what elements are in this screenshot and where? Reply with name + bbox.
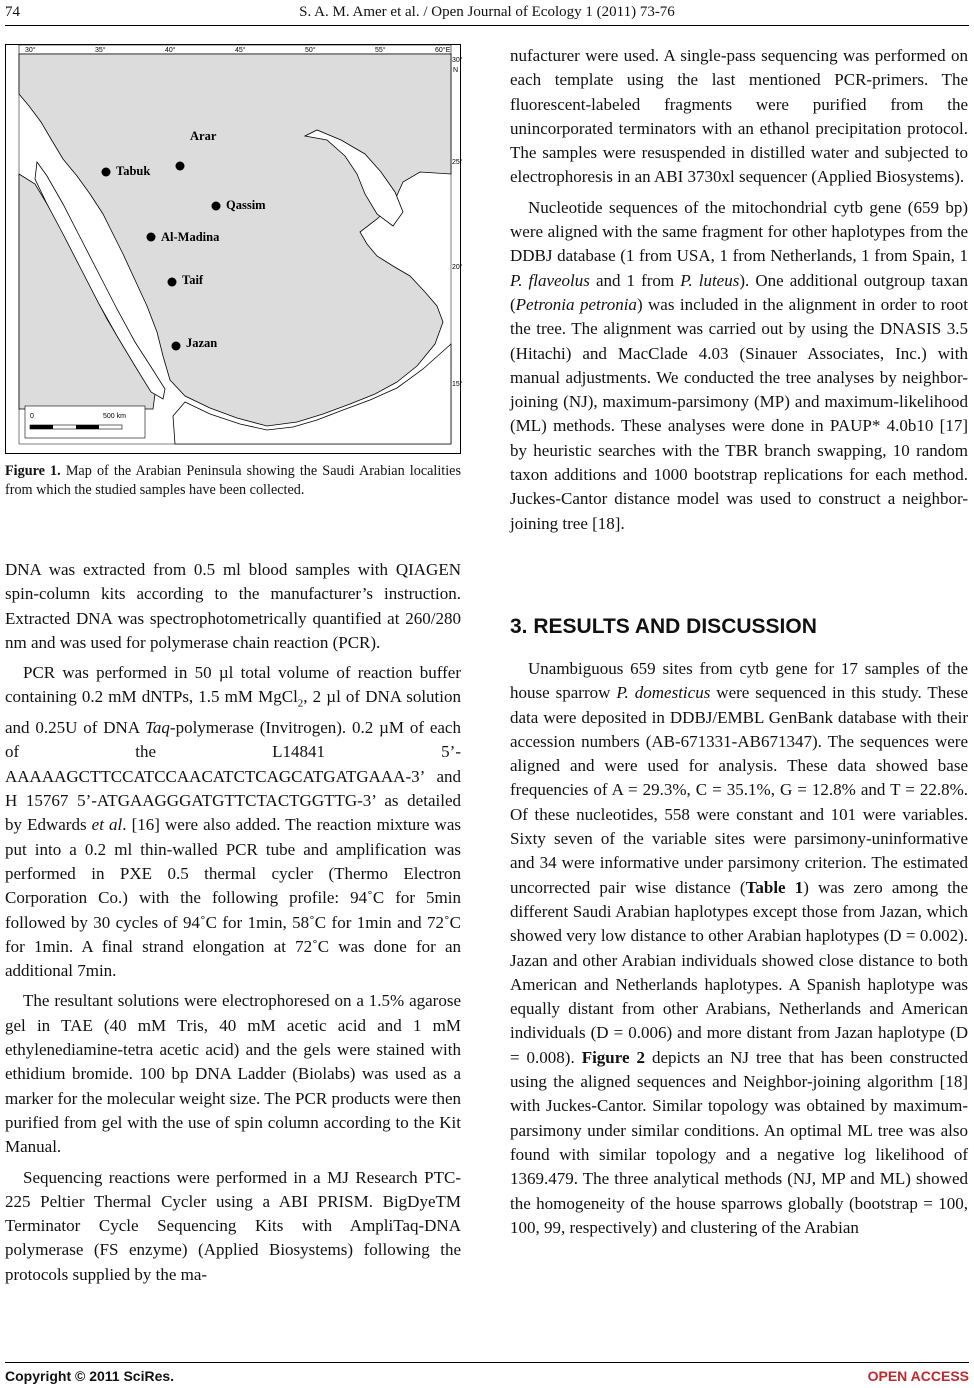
city-label-jazan: Jazan	[186, 336, 218, 350]
paragraph-sequencing-cont: nufacturer were used. A single-pass sequencing was performed on each template using the last mentioned PCR-primers. The fluorescent-labeled fragments were purified from the unincorporated terminators with an ethanol precipitation protocol. The samples were resuspended in distilled water and subjected to electrophoresis in an ABI 3730xl sequencer (Applied Biosystems).	[510, 46, 968, 187]
scale-bar-box	[25, 406, 145, 438]
copyright-notice: Copyright © 2011 SciRes.	[5, 1368, 175, 1384]
lon-label-40: 40°	[165, 47, 176, 54]
scale-label-500km: 500 km	[103, 413, 126, 420]
city-label-tabuk: Tabuk	[116, 164, 151, 178]
running-title: S. A. M. Amer et al. / Open Journal of Ecology 1 (2011) 73-76	[299, 4, 675, 20]
city-marker-arar	[176, 162, 185, 171]
lat-label-15: 15°	[452, 381, 463, 388]
figure-1-caption-label: Figure 1.	[5, 463, 61, 479]
header-rule	[5, 25, 969, 26]
paragraph-electrophoresis: The resultant solutions were electrophoresed on a 1.5% agarose gel in TAE (40 mM Tris, 40 mM acetic acid and 1 mM ethylenediamine-tetra acetic acid) and the gels were stained with ethidium bromide. 100 bp DNA Ladder (Biolabs) was used as a marker for the molecular weight size. The PCR products were then purified from gel with the use of spin column according to the Kit Manual.	[5, 991, 461, 1157]
page-number: 74	[5, 4, 20, 20]
open-access-label: OPEN ACCESS	[867, 1368, 969, 1384]
paragraph-sequencing: Sequencing reactions were performed in a MJ Research PTC-225 Peltier Thermal Cycler using a ABI PRISM. BigDyeTM Terminator Cycle Sequencing Kits with AmpliTaq-DNA polymerase (FS enzyme) (Applied Biosystems) following the protocols supplied by the ma-	[5, 1167, 461, 1284]
scale-label-0: 0	[30, 413, 34, 420]
city-label-taif: Taif	[182, 273, 204, 287]
paragraph-alignment: Nucleotide sequences of the mitochondrial cytb gene (659 bp) were aligned with the same fragment for other haplotypes from the DDBJ database (1 from USA, 1 from Netherlands, 1 from Spain, 1 P. flaveolus and 1 from P. luteus). One additional outgroup taxan (Petronia petronia) was included in the alignment in order to root the tree. The alignment was carried out by using the DNASIS 3.5 (Hitachi) and MacClade 4.03 (Sinauer Associates, Inc.) with manual adjustments. We conducted the tree analyses by neighbor-joining (NJ), maximum-parsimony (MP) and maximum-likelihood (ML) methods. These analyses were done in PAUP* 4.0b10 [17] by heuristic searches with the TBR branch swapping, 10 random taxon additions and 1000 bootstrap replications for each method. Juckes-Cantor distance model was used to construct a neighbor-joining tree [18].	[510, 197, 969, 533]
city-marker-tabuk	[102, 168, 111, 177]
right-column-results-text	[510, 657, 968, 1240]
footer-rule	[5, 1362, 969, 1363]
lon-label-30: 30°	[25, 47, 36, 54]
city-label-arar: Arar	[190, 129, 217, 143]
figure-1-map	[5, 44, 461, 454]
paragraph-pcr: PCR was performed in 50 µl total volume of reaction buffer containing 0.2 mM dNTPs, 1.5 mM MgCl$_2$, 2 µl of DNA solution and 0.25U of DNA Taq-polymerase (Invitrogen). 0.2 µM of each of the L14841 5’-AAAAAGCTTCCATCCAACATCTCAGCATGATGAAA-3’ and H 15767 5’-ATGAAGGGATGTTCTACTGGTTG-3’ as detailed by Edwards et al. [16] were also added. The reaction mixture was put into a 0.2 ml thin-walled PCR tube and amplification was performed in PXE 0.5 thermal cycler (Thermo Electron Corporation Co.) with the following profile: 94˚C for 5min followed by 30 cycles of 94˚C for 1min, 58˚C for 1min and 72˚C for 1min. A final strand elongation at 72˚C was done for an additional 7min.	[5, 663, 461, 981]
right-column-top-text	[510, 44, 968, 536]
lon-label-50: 50°	[305, 47, 316, 54]
lon-label-55: 55°	[375, 47, 386, 54]
section-heading-results: 3. RESULTS AND DISCUSSION	[510, 615, 817, 638]
lat-label-30: 30°	[452, 57, 463, 64]
north-label: N	[453, 67, 459, 74]
city-label-al-madina: Al-Madina	[161, 230, 220, 244]
city-marker-taif	[168, 278, 177, 287]
lat-label-20: 20°	[452, 264, 463, 271]
city-marker-al-madina	[147, 233, 156, 242]
city-marker-jazan	[172, 342, 181, 351]
paragraph-results: Unambiguous 659 sites from cytb gene for 17 samples of the house sparrow P. domesticus were sequenced in this study. These data were deposited in DDBJ/EMBL GenBank database with their accession numbers (AB-671331-AB671347). The sequences were aligned and were used for analysis. These data showed base frequencies of A = 29.3%, C = 35.1%, G = 12.8% and T = 22.8%. Of these nucleotides, 558 were constant and 101 were variables. Sixty seven of the variable sites were parsimony-uninformative and 34 were informative under parsimony criterion. The estimated uncorrected pair wise distance (Table 1) was zero among the different Saudi Arabian haplotypes except those from Jazan, which showed very low distance to other Arabian haplotypes (D = 0.002). Jazan and other Arabian individuals showed close distance to both American and Netherlands haplotypes. A Spanish haplotype was equally distant from other Arabians, Netherlands and American individuals (D = 0.006) and more distant from Jazan haplotype (D = 0.008). Figure 2 depicts an NJ tree that has been constructed using the aligned sequences and Neighbor-joining algorithm [18] with Juckes-Cantor. Similar topology was obtained by maximum-parsimony under similar conditions. An optimal ML tree was also found with similar topology and a negative log likelihood of 1369.479. The three analytical methods (NJ, MP and ML) showed the homogeneity of the house sparrows globally (bootstrap = 100, 100, 99, respectively) and clustering of the Arabian	[510, 659, 968, 1237]
lat-label-25: 25°	[452, 159, 463, 166]
figure-1-caption-text: Map of the Arabian Peninsula showing the Saudi Arabian localities from which the studied samples have been collected.	[5, 463, 461, 498]
paragraph-dna-extraction: DNA was extracted from 0.5 ml blood samples with QIAGEN spin-column kits according to the manufacturer’s instruction. Extracted DNA was spectrophotometrically quantified at 260/280 nm and was used for polymerase chain reaction (PCR).	[5, 560, 461, 652]
arabian-peninsula-map	[5, 44, 461, 454]
lon-label-45: 45°	[235, 47, 246, 54]
city-marker-qassim	[212, 202, 221, 211]
running-header	[0, 4, 974, 24]
city-label-qassim: Qassim	[226, 198, 266, 212]
lon-label-35: 35°	[95, 47, 106, 54]
lon-label-60: 60°E	[435, 47, 451, 54]
left-column-text	[5, 558, 461, 1287]
figure-1-caption	[5, 462, 461, 500]
